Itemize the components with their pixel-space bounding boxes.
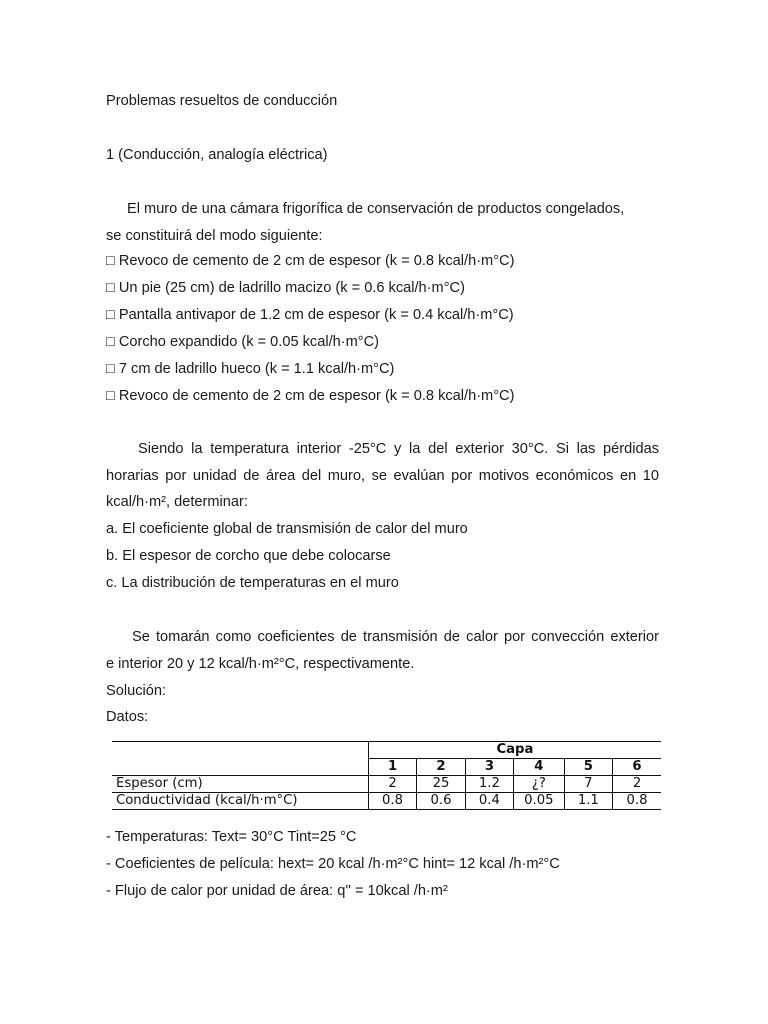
solucion-label: Solución: bbox=[106, 683, 167, 699]
question-item: a. El coeficiente global de transmisión de calor del muro bbox=[106, 521, 468, 537]
layer-item: □ Revoco de cemento de 2 cm de espesor (k = 0.8 kcal/h·m°C) bbox=[106, 253, 515, 269]
data-item-temperatures: - Temperaturas: Text= 30°C Tint=25 °C bbox=[106, 829, 357, 845]
data-item-coefficients: - Coeficientes de película: hext= 20 kcal /h·m²°C hint= 12 kcal /h·m²°C bbox=[106, 856, 560, 872]
table-header-row bbox=[112, 742, 661, 759]
table-cell: 2 bbox=[613, 776, 661, 793]
paragraph-3-line-1: Se tomarán como coeficientes de transmisión de calor por convección exterior bbox=[132, 629, 659, 645]
data-item-heat-flux: - Flujo de calor por unidad de área: q'' = 10kcal /h·m² bbox=[106, 883, 448, 899]
question-item: b. El espesor de corcho que debe colocarse bbox=[106, 548, 391, 564]
table-cell: 0.6 bbox=[417, 793, 465, 810]
table-cell: 0.8 bbox=[368, 793, 416, 810]
table-group-header: Capa bbox=[368, 742, 661, 759]
table-column-header: 1 bbox=[368, 759, 416, 776]
table-column-header: 6 bbox=[613, 759, 661, 776]
datos-label: Datos: bbox=[106, 709, 149, 725]
table-cell: 25 bbox=[417, 776, 465, 793]
question-item: c. La distribución de temperaturas en el muro bbox=[106, 575, 399, 591]
table-column-header: 3 bbox=[465, 759, 513, 776]
table-row bbox=[112, 776, 661, 793]
data-table bbox=[112, 741, 661, 810]
layer-item: □ Revoco de cemento de 2 cm de espesor (k = 0.8 kcal/h·m°C) bbox=[106, 388, 515, 404]
table-column-header: 2 bbox=[417, 759, 465, 776]
table-cell: 0.4 bbox=[465, 793, 513, 810]
layer-item: □ 7 cm de ladrillo hueco (k = 1.1 kcal/h·m°C) bbox=[106, 361, 395, 377]
layer-item: □ Pantalla antivapor de 1.2 cm de espesor (k = 0.4 kcal/h·m°C) bbox=[106, 307, 514, 323]
table-cell: ¿? bbox=[514, 776, 564, 793]
document-title: Problemas resueltos de conducción bbox=[106, 93, 338, 109]
table-cell: 7 bbox=[564, 776, 612, 793]
table-row bbox=[112, 793, 661, 810]
table-cell: 1.2 bbox=[465, 776, 513, 793]
table-column-header: 5 bbox=[564, 759, 612, 776]
intro-line-1: El muro de una cámara frigorífica de conservación de productos congelados, bbox=[127, 201, 625, 217]
table-cell: 0.8 bbox=[613, 793, 661, 810]
layer-item: □ Corcho expandido (k = 0.05 kcal/h·m°C) bbox=[106, 334, 379, 350]
paragraph-2-line-2: horarias por unidad de área del muro, se evalúan por motivos económicos en 10 bbox=[106, 468, 659, 484]
table-cell: 2 bbox=[368, 776, 416, 793]
table-row-label: Espesor (cm) bbox=[112, 776, 368, 793]
paragraph-3-line-2: e interior 20 y 12 kcal/h·m²°C, respectivamente. bbox=[106, 656, 415, 672]
table-cell: 1.1 bbox=[564, 793, 612, 810]
paragraph-2-line-1: Siendo la temperatura interior -25°C y la del exterior 30°C. Si las pérdidas bbox=[138, 441, 659, 457]
table-column-header: 4 bbox=[514, 759, 564, 776]
table-corner-cell bbox=[112, 742, 368, 776]
problem-heading: 1 (Conducción, analogía eléctrica) bbox=[106, 147, 328, 163]
paragraph-2-line-3: kcal/h·m², determinar: bbox=[106, 494, 248, 510]
table-cell: 0.05 bbox=[514, 793, 564, 810]
intro-line-2: se constituirá del modo siguiente: bbox=[106, 228, 323, 244]
table-row-label: Conductividad (kcal/h·m°C) bbox=[112, 793, 368, 810]
layer-item: □ Un pie (25 cm) de ladrillo macizo (k = 0.6 kcal/h·m°C) bbox=[106, 280, 465, 296]
